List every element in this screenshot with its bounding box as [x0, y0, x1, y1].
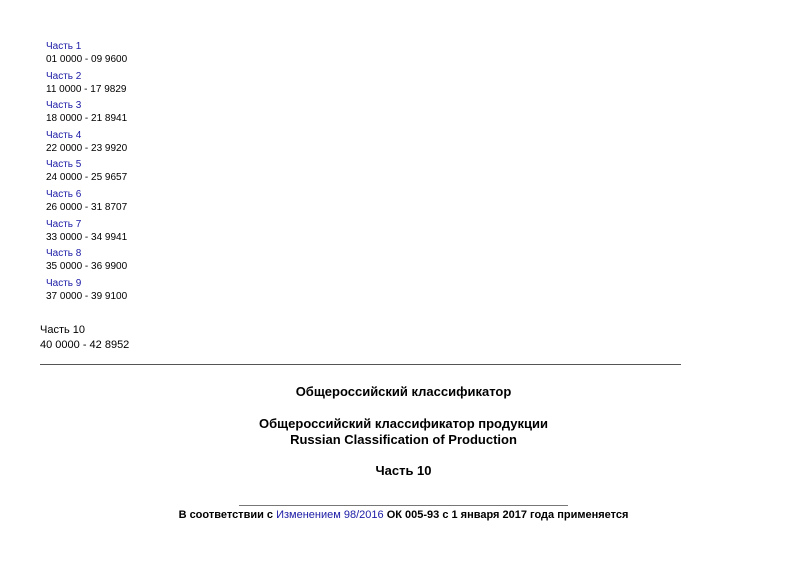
current-part: [40, 323, 129, 353]
amendment-divider: [239, 505, 568, 506]
amendment-suffix: ОК 005-93 с 1 января 2017 года применяется: [383, 509, 629, 521]
part-title: Часть 10: [375, 463, 432, 478]
part-link-4[interactable]: Часть 4: [46, 129, 82, 141]
part-link-1[interactable]: Часть 1: [46, 41, 82, 52]
part-link-9[interactable]: Часть 9: [46, 277, 82, 289]
part-link-3[interactable]: Часть 3: [46, 100, 82, 112]
part-range-8: 35 0000 - 36 9900: [46, 261, 128, 273]
classifier-title-ru: Общероссийский классификатор продукции: [259, 416, 548, 431]
part-link-7[interactable]: Часть 7: [46, 218, 82, 230]
part-range-2: 11 0000 - 17 9829: [46, 83, 127, 95]
part-range-5: 24 0000 - 25 9657: [46, 172, 128, 184]
current-part-label: Часть 10: [40, 324, 86, 336]
amendment-link[interactable]: Изменением 98/2016: [276, 509, 384, 521]
part-link-2[interactable]: Часть 2: [46, 70, 82, 82]
part-range-6: 26 0000 - 31 8707: [46, 201, 128, 213]
divider: [40, 364, 681, 365]
part-range-3: 18 0000 - 21 8941: [46, 113, 128, 125]
part-link-8[interactable]: Часть 8: [46, 248, 82, 260]
part-range-9: 37 0000 - 39 9100: [46, 290, 128, 302]
parts-list: [46, 40, 127, 306]
classifier-title-en: Russian Classification of Production: [290, 432, 517, 447]
part-link-6[interactable]: Часть 6: [46, 188, 82, 200]
part-range-1: 01 0000 - 09 9600: [46, 54, 128, 65]
amendment-note: [0, 508, 807, 523]
part-range-7: 33 0000 - 34 9941: [46, 231, 128, 243]
part-range-4: 22 0000 - 23 9920: [46, 142, 128, 154]
part-link-5[interactable]: Часть 5: [46, 159, 82, 171]
page-title: Общероссийский классификатор: [295, 384, 512, 399]
amendment-prefix: В соответствии с: [178, 509, 277, 521]
current-part-range: 40 0000 - 42 8952: [40, 339, 130, 351]
